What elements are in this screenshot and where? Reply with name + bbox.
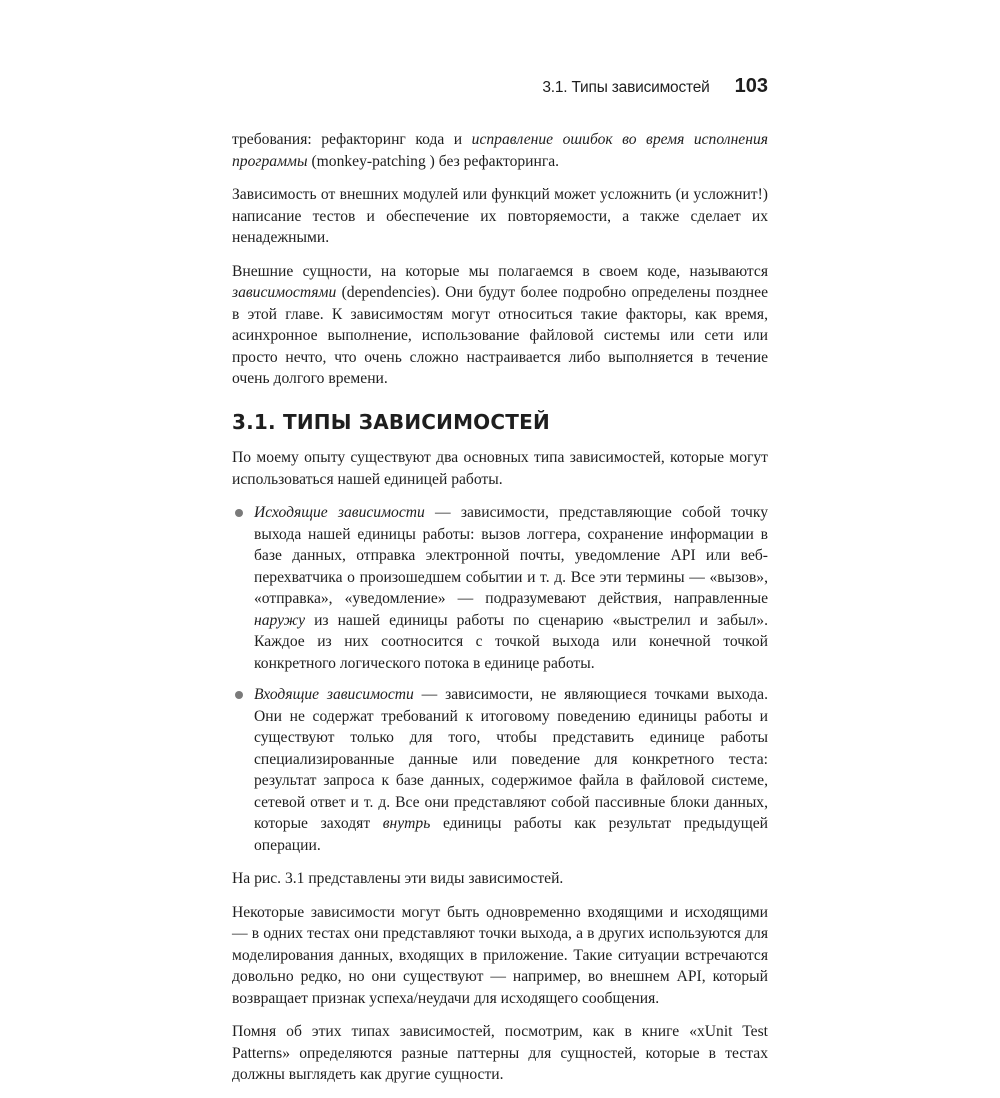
text-run: — зависимости, представляющие собой точку выхода нашей единицы работы: вызов логгера, сохранение информации в базе данных, отправка электронной почты, уведомление API или веб-перехватчика о произошедшем событии и т. д. Все эти термины — «вызов», «отправка», «уведомление» — подразумевают действия, направленные [254,504,768,607]
text-run: единицы работы как результат предыдущей операции. [254,815,769,854]
emphasis-text: наружу [254,611,306,629]
text-run: требования: рефакторинг кода и [232,131,472,148]
dependency-types-list [232,502,768,856]
emphasis-text: исправление ошибок во время исполнения программы [232,131,769,170]
list-item-outgoing-dependencies [232,502,768,674]
paragraph-xunit-patterns: Помня об этих типах зависимостей, посмотрим, как в книге «xUnit Test Patterns» определяются разные паттерны для сущностей, которые в тестах должны выглядеть как другие сущности. [232,1023,768,1083]
page-number: 103 [734,75,768,97]
text-run: (dependencies). Они будут более подробно определены позднее в этой главе. К зависимостям могут относиться такие факторы, как время, асинхронное выполнение, использование файловой системы или сети или просто нечто, что очень сложно настраивается либо выполняется в течение очень долгого времени. [232,284,768,387]
text-run: из нашей единицы работы по сценарию «выстрелил и забыл». Каждое из них соотносится с точкой выхода или конечной точкой конкретного логического потока в единице работы. [254,611,768,672]
running-head [232,75,768,101]
paragraph-continuation [232,129,768,172]
bullet-icon [235,509,243,517]
text-run: Внешние сущности, на которые мы полагаемся в своем коде, называются [232,262,768,280]
term-outgoing: Исходящие зависимости [254,504,425,521]
paragraph-dependencies-definition [232,261,768,390]
emphasis-text: внутрь [382,815,431,832]
page-body [232,129,768,1098]
paragraph-section-lead: По моему опыту существуют два основных типа зависимостей, которые могут использоваться нашей единицей работы. [232,449,768,488]
text-run: (monkey-patching ) без рефакторинга. [307,152,560,170]
emphasis-text: зависимостями [232,284,337,301]
text-run: — зависимости, не являющиеся точками выхода. Они не содержат требований к итоговому поведению единицы работы и существуют только для того, чтобы представить единице работы специализированные данные или поведение для конкретного теста: результат запроса к базе данных, содержимое файла в файловой системе, сетевой ответ и т. д. Все они представляют собой пассивные блоки данных, которые заходят [254,686,768,832]
running-head-section-title: 3.1. Типы зависимостей [542,79,710,96]
section-heading: 3.1. ТИПЫ ЗАВИСИМОСТЕЙ [232,409,550,434]
term-incoming: Входящие зависимости [254,686,414,703]
paragraph-external-dependencies: Зависимость от внешних модулей или функций может усложнить (и усложнит!) написание тестов и обеспечение их повторяемости, а также сделает их ненадежными. [232,186,768,246]
bullet-icon [235,691,243,699]
list-item-incoming-dependencies [232,684,768,856]
paragraph-mixed-dependencies: Некоторые зависимости могут быть одновременно входящими и исходящими — в одних тестах они представляют точки выхода, а в других используются для моделирования данных, входящих в приложение. Такие ситуации встречаются довольно редко, но они существуют — например, во внешнем API, который возвращает признак успеха/неудачи для исходящего сообщения. [232,903,768,1007]
paragraph-figure-reference: На рис. 3.1 представлены эти виды зависимостей. [232,870,564,887]
